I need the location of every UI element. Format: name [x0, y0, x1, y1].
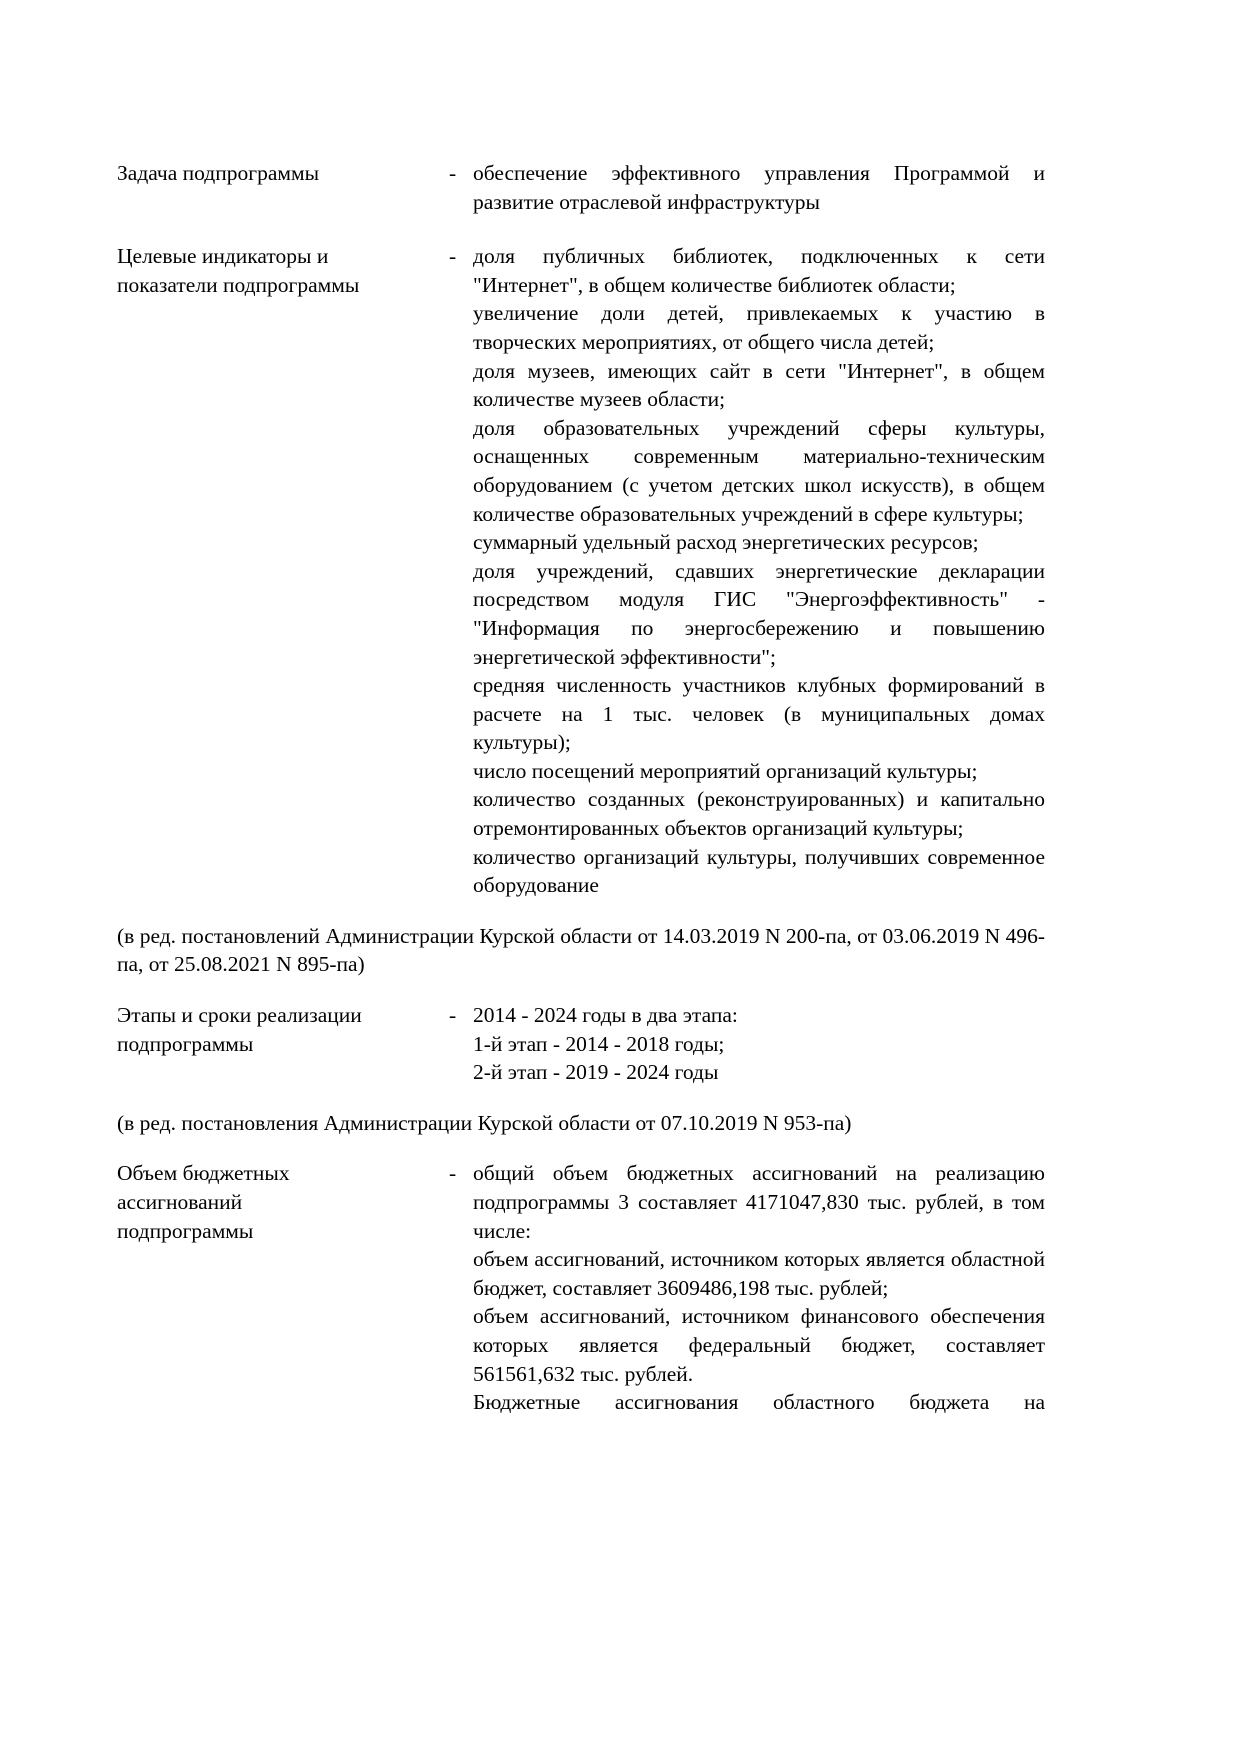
indicator-item: количество организаций культуры, получивших современное оборудование — [473, 844, 1045, 898]
indicator-item: средняя численность участников клубных формирований в расчете на 1 тыс. человек (в муниципальных домах культуры); — [473, 673, 1045, 755]
dash-separator: - — [449, 1003, 457, 1028]
stage-line: 1-й этап - 2014 - 2018 годы; — [473, 1031, 725, 1056]
indicator-item: доля учреждений, сдавших энергетические декларации посредством модуля ГИС "Энергоэффективность" - "Информация по энергосбережению и повышению энергетической эффективности"; — [473, 558, 1045, 669]
label-line: показатели подпрограммы — [117, 272, 360, 297]
budget-paragraph: объем ассигнований, источником которых является областной бюджет, составляет 3609486,198 тыс. рублей; — [473, 1247, 1045, 1300]
row-budget-allocations — [117, 1159, 1045, 1416]
label-line: Задача подпрограммы — [117, 161, 320, 185]
amendment-note-2: (в ред. постановления Администрации Курской области от 07.10.2019 N 953-па) — [117, 1110, 852, 1135]
stage-line: 2014 - 2024 годы в два этапа: — [473, 1003, 738, 1028]
indicator-item: суммарный удельный расход энергетических ресурсов; — [473, 530, 979, 555]
label-target-indicators — [117, 242, 443, 299]
amendment-note-1: (в ред. постановлений Администрации Курской области от 14.03.2019 N 200-па, от 03.06.2019 N 496-па, от 25.08.2021 N 895-па) — [117, 923, 1045, 977]
value-subprogram-task — [473, 159, 1045, 216]
indicator-item: доля музеев, имеющих сайт в сети "Интернет", в общем количестве музеев области; — [473, 358, 1045, 412]
budget-paragraph: объем ассигнований, источником финансового обеспечения которых является федеральный бюджет, составляет 561561,632 тыс. рублей. — [473, 1304, 1045, 1386]
row-stages-and-terms — [117, 1001, 1045, 1087]
label-budget-allocations — [117, 1159, 443, 1245]
dash-separator: - — [449, 1161, 457, 1186]
value-budget-allocations — [473, 1159, 1045, 1416]
indicator-item: количество созданных (реконструированных) и капитально отремонтированных объектов организаций культуры; — [473, 787, 1045, 841]
label-subprogram-task — [117, 159, 443, 188]
document-page — [117, 159, 1045, 1417]
label-line: Объем бюджетных — [117, 1161, 290, 1186]
indicator-item: доля образовательных учреждений сферы культуры, оснащенных современным материально-техническим оборудованием (с учетом детских школ искусств), в общем количестве образовательных учреждений в сфере культуры; — [473, 415, 1045, 526]
dash-separator: - — [449, 161, 457, 185]
dash-separator: - — [449, 244, 457, 269]
label-stages-and-terms — [117, 1001, 443, 1058]
label-line: Этапы и сроки реализации — [117, 1003, 362, 1028]
value-stages-and-terms — [473, 1001, 1045, 1087]
indicator-item: доля публичных библиотек, подключенных к сети "Интернет", в общем количестве библиотек области; — [473, 244, 1045, 297]
label-line: подпрограммы — [117, 1031, 254, 1056]
label-line: Целевые индикаторы и — [117, 244, 329, 269]
value-target-indicators — [473, 242, 1045, 900]
budget-paragraph: Бюджетные ассигнования областного бюджета на — [473, 1390, 1045, 1415]
label-line: подпрограммы — [117, 1218, 254, 1243]
budget-paragraph: общий объем бюджетных ассигнований на реализацию подпрограммы 3 составляет 4171047,830 тыс. рублей, в том числе: — [473, 1161, 1045, 1243]
label-line: ассигнований — [117, 1190, 243, 1214]
row-subprogram-task — [117, 159, 1045, 216]
indicator-item: число посещений мероприятий организаций культуры; — [473, 758, 978, 783]
stage-line: 2-й этап - 2019 - 2024 годы — [473, 1060, 719, 1085]
paragraph: обеспечение эффективного управления Программой и развитие отраслевой инфраструктуры — [473, 161, 1045, 214]
row-target-indicators — [117, 242, 1045, 900]
indicator-item: увеличение доли детей, привлекаемых к участию в творческих мероприятиях, от общего числа детей; — [473, 301, 1045, 354]
